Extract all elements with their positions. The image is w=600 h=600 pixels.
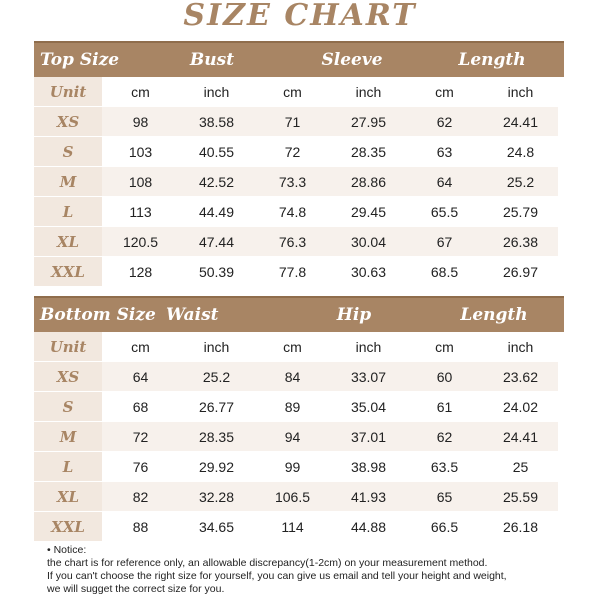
table-cell: 63.5	[406, 452, 483, 481]
table-cell: 24.41	[483, 422, 558, 451]
table-cell: 73.3	[254, 167, 331, 196]
table-cell: 38.58	[179, 107, 254, 136]
table-cell: 76.3	[254, 227, 331, 256]
unit-cell: inch	[331, 332, 406, 361]
top-size-table	[34, 41, 564, 287]
unit-label: Unit	[34, 77, 102, 106]
table-row	[34, 422, 564, 452]
unit-cell: cm	[102, 77, 179, 106]
table-cell: 64	[102, 362, 179, 391]
table-cell: 33.07	[331, 362, 406, 391]
top-table-header	[34, 41, 564, 77]
table-cell: 108	[102, 167, 179, 196]
table-cell: 28.35	[331, 137, 406, 166]
table-cell: 61	[406, 392, 483, 421]
table-cell: 84	[254, 362, 331, 391]
table-cell: 29.92	[179, 452, 254, 481]
table-cell: 40.55	[179, 137, 254, 166]
unit-cell: inch	[179, 77, 254, 106]
table-cell: 25.2	[179, 362, 254, 391]
table-cell: 26.77	[179, 392, 254, 421]
size-label: S	[34, 137, 102, 166]
page-title: SIZE CHART	[183, 0, 417, 33]
unit-cell: cm	[406, 77, 483, 106]
table-cell: 37.01	[331, 422, 406, 451]
bottom-table-header	[34, 296, 564, 332]
table-cell: 26.38	[483, 227, 558, 256]
notice-line: the chart is for reference only, an allowable discrepancy(1-2cm) on your measurement method.	[47, 557, 488, 569]
table-cell: 99	[254, 452, 331, 481]
unit-cell: inch	[483, 77, 558, 106]
table-cell: 30.63	[331, 257, 406, 286]
table-cell: 68	[102, 392, 179, 421]
table-row	[34, 107, 564, 137]
table-cell: 106.5	[254, 482, 331, 511]
size-label: XXL	[34, 512, 102, 541]
size-label: M	[34, 167, 102, 196]
bottom-size-table	[34, 296, 564, 542]
unit-cell: inch	[331, 77, 406, 106]
table-cell: 23.62	[483, 362, 558, 391]
table-row	[34, 392, 564, 422]
table-cell: 71	[254, 107, 331, 136]
sleeve-header: Sleeve	[321, 50, 383, 70]
table-cell: 62	[406, 422, 483, 451]
table-cell: 50.39	[179, 257, 254, 286]
table-cell: 72	[102, 422, 179, 451]
table-cell: 114	[254, 512, 331, 541]
unit-cell: cm	[254, 77, 331, 106]
table-cell: 64	[406, 167, 483, 196]
size-label: XL	[34, 482, 102, 511]
table-cell: 47.44	[179, 227, 254, 256]
table-cell: 26.97	[483, 257, 558, 286]
table-cell: 41.93	[331, 482, 406, 511]
notice-line: we will sugget the correct size for you.	[47, 583, 225, 595]
table-cell: 72	[254, 137, 331, 166]
table-cell: 30.04	[331, 227, 406, 256]
table-cell: 82	[102, 482, 179, 511]
table-cell: 88	[102, 512, 179, 541]
length-header: Length	[458, 50, 526, 70]
table-row	[34, 482, 564, 512]
hip-header: Hip	[336, 305, 372, 325]
table-cell: 77.8	[254, 257, 331, 286]
unit-cell: cm	[102, 332, 179, 361]
table-cell: 44.88	[331, 512, 406, 541]
table-cell: 113	[102, 197, 179, 226]
table-cell: 24.41	[483, 107, 558, 136]
unit-label: Unit	[34, 332, 102, 361]
unit-cell: cm	[254, 332, 331, 361]
table-row	[34, 197, 564, 227]
table-row	[34, 167, 564, 197]
size-label: M	[34, 422, 102, 451]
unit-row	[34, 77, 564, 107]
notice-section	[47, 544, 567, 596]
bust-header: Bust	[189, 50, 235, 70]
table-cell: 103	[102, 137, 179, 166]
table-cell: 27.95	[331, 107, 406, 136]
table-cell: 24.02	[483, 392, 558, 421]
waist-header: Waist	[166, 305, 219, 325]
table-row	[34, 362, 564, 392]
top-table-body	[34, 77, 564, 287]
size-label: XS	[34, 107, 102, 136]
table-cell: 42.52	[179, 167, 254, 196]
table-cell: 89	[254, 392, 331, 421]
table-cell: 67	[406, 227, 483, 256]
table-cell: 128	[102, 257, 179, 286]
table-cell: 26.18	[483, 512, 558, 541]
table-cell: 120.5	[102, 227, 179, 256]
table-cell: 60	[406, 362, 483, 391]
unit-cell: inch	[483, 332, 558, 361]
bottom-size-header: Bottom Size	[40, 305, 156, 325]
table-cell: 32.28	[179, 482, 254, 511]
size-label: L	[34, 452, 102, 481]
table-row	[34, 257, 564, 287]
unit-row	[34, 332, 564, 362]
table-cell: 65	[406, 482, 483, 511]
table-cell: 34.65	[179, 512, 254, 541]
table-cell: 38.98	[331, 452, 406, 481]
table-cell: 35.04	[331, 392, 406, 421]
table-cell: 94	[254, 422, 331, 451]
size-label: XS	[34, 362, 102, 391]
top-size-header: Top Size	[40, 50, 120, 70]
table-cell: 74.8	[254, 197, 331, 226]
table-cell: 25.59	[483, 482, 558, 511]
table-row	[34, 227, 564, 257]
table-cell: 63	[406, 137, 483, 166]
table-row	[34, 512, 564, 542]
table-row	[34, 452, 564, 482]
size-label: S	[34, 392, 102, 421]
table-cell: 24.8	[483, 137, 558, 166]
table-cell: 44.49	[179, 197, 254, 226]
table-row	[34, 137, 564, 167]
table-cell: 76	[102, 452, 179, 481]
table-cell: 62	[406, 107, 483, 136]
size-label: XXL	[34, 257, 102, 286]
length-header: Length	[460, 305, 528, 325]
notice-heading: • Notice:	[47, 544, 87, 556]
table-cell: 28.35	[179, 422, 254, 451]
notice-line: If you can't choose the right size for yourself, you can give us email and tell your height and weight,	[47, 570, 507, 582]
table-cell: 68.5	[406, 257, 483, 286]
table-cell: 25.2	[483, 167, 558, 196]
size-label: L	[34, 197, 102, 226]
unit-cell: cm	[406, 332, 483, 361]
table-cell: 28.86	[331, 167, 406, 196]
unit-cell: inch	[179, 332, 254, 361]
table-cell: 65.5	[406, 197, 483, 226]
table-cell: 29.45	[331, 197, 406, 226]
table-cell: 66.5	[406, 512, 483, 541]
table-cell: 98	[102, 107, 179, 136]
table-cell: 25	[483, 452, 558, 481]
table-cell: 25.79	[483, 197, 558, 226]
size-label: XL	[34, 227, 102, 256]
bottom-table-body	[34, 332, 564, 542]
